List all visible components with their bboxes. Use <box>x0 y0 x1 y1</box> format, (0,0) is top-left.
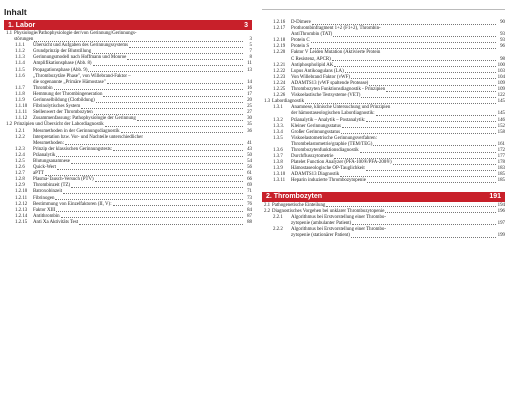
entry-page: 100 <box>497 62 505 68</box>
entry-title-text: Lupus Antikoagulans (LA) <box>291 68 344 74</box>
dot-leader <box>56 211 243 212</box>
dot-leader <box>369 85 496 86</box>
entry-title-text: Viskoelastometrische Gerinnungsverfahren: <box>291 135 377 141</box>
entry-title-text: Anti Xa Aktivitäts Test <box>33 219 79 225</box>
entry-number: 1.3.1 <box>273 105 283 111</box>
toc-column-left <box>4 20 252 226</box>
entry-title-text: Zusammenfassung: Pathophysiologie der Gerinnung <box>33 116 136 122</box>
toc-entry[interactable] <box>262 233 505 239</box>
entry-number: 1.3.4 <box>273 129 283 135</box>
entry-title-text: zytopenie (ambulanter Patient) <box>291 220 352 226</box>
chapter-heading[interactable] <box>262 192 505 202</box>
entry-title-text: ADAMTS13 Diagnostik <box>291 172 340 178</box>
entry-page: 185 <box>497 172 505 178</box>
entry-number: 1.3.8 <box>273 160 283 166</box>
chapter-heading[interactable] <box>4 20 252 30</box>
entry-title-text: Protein C <box>291 38 310 44</box>
entry-number: 1.3.7 <box>273 154 283 160</box>
entry-title-text: Grundprinzip der Blutstillung <box>33 49 92 55</box>
dot-leader <box>326 206 496 207</box>
entry-page: 96 <box>500 44 505 50</box>
dot-leader <box>63 193 243 194</box>
entry-number: 1.2.26 <box>273 93 286 99</box>
dot-leader <box>79 224 243 225</box>
entry-title-text: Viskoelastische Testsysteme (VET) <box>291 93 361 99</box>
entry-title-text: Gerinnungsmodell nach Hoffmann und Monroe <box>33 55 127 61</box>
dot-leader <box>376 115 496 116</box>
entry-number: 2.2.1 <box>273 214 283 220</box>
entry-title-text: störungen <box>14 37 34 43</box>
entry-page: 5 <box>249 43 252 49</box>
entry-number: 1.1.2 <box>15 49 25 55</box>
dot-leader <box>121 132 243 133</box>
entry-number: 2.2 <box>264 208 271 214</box>
entry-title-text: aPTT <box>33 171 44 177</box>
dot-leader <box>103 96 243 97</box>
dot-leader <box>81 108 243 109</box>
entry-page: 93 <box>500 38 505 44</box>
entry-title-text: Protein S <box>291 44 310 50</box>
entry-title-text: Thrombinzeit (TZ) <box>33 183 71 189</box>
entry-page: 11 <box>247 61 252 67</box>
entry-title-text: „Thrombozytäre Phase", von Willebrand-Faktor – <box>33 73 131 79</box>
entry-title-text: C Resistenz, APCR) <box>291 56 331 62</box>
entry-page: 8 <box>249 55 252 61</box>
entry-number: 1.2.17 <box>273 26 286 32</box>
entry-page: 61 <box>247 171 252 177</box>
entry-number: 1.2.18 <box>273 38 286 44</box>
entry-page: 145 <box>497 111 505 117</box>
entry-page: 7 <box>249 49 252 55</box>
entry-number: 1.1.1 <box>15 43 25 49</box>
entry-title-text: Plasma-Tausch-Versuch (PTV) <box>33 177 94 183</box>
entry-title-text: Algorithmus bei Erstvorstellung einer Thrombo- <box>291 226 386 232</box>
dot-leader <box>45 175 243 176</box>
entry-number: 1.1.6 <box>15 73 25 79</box>
entry-number: 1.2.25 <box>273 87 286 93</box>
entry-number: 1.3.9 <box>273 166 283 172</box>
entry-number: 1.1.11 <box>15 110 28 116</box>
entry-page: 84 <box>247 207 252 213</box>
entry-title-text: Diagnostisches Vorgehen bei unklarer Thrombozytopenie <box>272 208 385 214</box>
entry-title-text: Antiphospholipid AK <box>291 62 334 68</box>
entry-title-text: Präanalytik <box>33 152 56 158</box>
entry-number: 1.2 <box>6 122 13 128</box>
entry-page: 88 <box>247 219 252 225</box>
entry-title-text: Physiologie/Pathophysiologie der/von Gerinnung/Gerinnungs- <box>14 31 137 36</box>
entry-title-text: Thrombin <box>33 85 53 91</box>
dot-leader <box>71 187 243 188</box>
entry-page: 87 <box>247 213 252 219</box>
toc-column-right <box>262 20 505 239</box>
entry-page: 14 <box>247 79 252 85</box>
dot-leader <box>96 102 243 103</box>
dot-leader <box>332 60 496 61</box>
entry-title-text: ADAMTS13 (vWF spaltende Protease) <box>291 80 369 86</box>
entry-page: 146 <box>497 117 505 123</box>
entry-title-text: Thrombelastometrie/graphie (TEM/TEG) <box>291 141 373 147</box>
entry-page: 69 <box>247 183 252 189</box>
entry-page: 104 <box>497 74 505 80</box>
entry-number: 1.3.5 <box>273 135 283 141</box>
chapter-title: 1. Labor <box>8 21 36 29</box>
entry-title-text: Pathogenetische Einteilung <box>272 202 326 208</box>
dot-leader <box>393 164 496 165</box>
entry-title-text: Platelet Function Analyzer (PFA-100®/PFA-200®) <box>291 160 392 166</box>
entry-page: 71 <box>247 189 252 195</box>
entry-title-text: Quick-Wert <box>33 165 56 171</box>
dot-leader <box>305 103 496 104</box>
entry-page: 183 <box>497 166 505 172</box>
entry-page: 194 <box>497 202 505 208</box>
toc-entry[interactable] <box>262 178 505 184</box>
entry-page: 109 <box>497 80 505 86</box>
entry-page: 103 <box>497 68 505 74</box>
entry-number: 1.2.5 <box>15 158 25 164</box>
entry-title-text: die sogenannte „Primäre Hämostase" <box>33 79 106 85</box>
entry-title-text: Fibrinolytisches System <box>33 104 81 110</box>
entry-title-text: Faktor XIII <box>33 207 56 213</box>
entry-number: 1.1.5 <box>15 67 25 73</box>
entry-title-text: Prinzip der klassischen Gerinnungstests: <box>33 146 113 152</box>
entry-page: 178 <box>497 160 505 166</box>
entry-number: 1.3 <box>264 99 271 105</box>
entry-page: 30 <box>247 116 252 122</box>
chapter-page: 3 <box>244 21 248 29</box>
entry-number: 1.2.9 <box>15 183 25 189</box>
entry-number: 1.3.11 <box>273 178 286 184</box>
entry-title-text: Fibrinogen <box>33 195 55 201</box>
dot-leader <box>386 91 496 92</box>
dot-leader <box>340 176 496 177</box>
entry-page: 54 <box>247 158 252 164</box>
entry-number: 1.1.7 <box>15 85 25 91</box>
entry-title-text: Batroxobinzeit <box>33 189 63 195</box>
entry-number: 1.1.12 <box>15 116 28 122</box>
entry-number: 1.2.7 <box>15 171 25 177</box>
dot-leader <box>94 114 243 115</box>
entry-page: 158 <box>497 129 505 135</box>
entry-title-text: Faktor V Leiden Mutation (Aktivierte Protein <box>291 50 381 56</box>
entry-number: 1.2.13 <box>15 207 28 213</box>
entry-page: 177 <box>497 154 505 160</box>
entry-title-text: Labordiagnostik <box>272 99 305 105</box>
entry-number: 1.2.8 <box>15 177 25 183</box>
entry-title-text: Amplifikationsphase (Abb. 8) <box>33 61 92 67</box>
dot-leader <box>113 150 243 151</box>
dot-leader <box>65 144 243 145</box>
entry-page: 76 <box>247 201 252 207</box>
entry-number: 2.2.2 <box>273 226 283 232</box>
toc-entry[interactable] <box>4 220 252 226</box>
entry-page: 98 <box>500 56 505 62</box>
entry-number: 1.2.15 <box>15 219 28 225</box>
entry-page: 35 <box>247 122 252 128</box>
dot-leader <box>310 48 496 49</box>
entry-number: 2.1 <box>264 202 271 208</box>
entry-title-text: Großer Gerinnungsstatus <box>291 129 341 135</box>
dot-leader <box>57 169 243 170</box>
dot-leader <box>367 182 496 183</box>
entry-number: 1.2.1 <box>15 128 25 134</box>
entry-number: 1.2.3 <box>15 146 25 152</box>
entry-title-text: Heparin induzierte Thrombozytopenie <box>291 178 366 184</box>
entry-number: 1.2.21 <box>273 62 286 68</box>
chapter-spacer <box>262 185 505 192</box>
dot-leader <box>312 24 496 25</box>
entry-page: 172 <box>497 147 505 153</box>
dot-leader <box>127 59 243 60</box>
entry-page: 17 <box>247 91 252 97</box>
entry-number: 1.2.10 <box>15 189 28 195</box>
entry-number: 1.2.11 <box>15 195 28 201</box>
entry-number: 1.1.8 <box>15 91 25 97</box>
dot-leader <box>341 133 496 134</box>
dot-leader <box>113 205 243 206</box>
entry-page: 152 <box>497 123 505 129</box>
entry-title-text: Stellenwert der Thrombozyten <box>33 110 93 116</box>
dot-leader <box>361 97 496 98</box>
dot-leader <box>311 42 496 43</box>
dot-leader <box>61 217 243 218</box>
dot-leader <box>366 170 496 171</box>
entry-number: 1.3.3. <box>273 123 285 129</box>
dot-leader <box>351 78 496 79</box>
entry-page: 16 <box>247 85 252 91</box>
entry-number: 1.2.12 <box>15 201 28 207</box>
entry-page: 36 <box>247 128 252 134</box>
dot-leader <box>345 72 496 73</box>
entry-number: 1.1.9 <box>15 98 25 104</box>
entry-number: 1.3.2 <box>273 117 283 123</box>
entry-title-text: Messmethoden in der Gerinnungsdiagnostik <box>33 128 120 134</box>
entry-number: 1.2.14 <box>15 213 28 219</box>
entry-number: 1.2.6 <box>15 165 25 171</box>
entry-title-text: Bestimmung von Einzelfaktoren (II, V): <box>33 201 112 207</box>
entry-page: 3 <box>249 37 252 43</box>
entry-page: 93 <box>500 32 505 38</box>
dot-leader <box>129 47 243 48</box>
entry-number: 1.2.4 <box>15 152 25 158</box>
entry-title-text: Anamnese, klinische Untersuchung und Prinzipien <box>291 105 391 111</box>
entry-page: 197 <box>497 220 505 226</box>
dot-leader <box>342 127 496 128</box>
entry-number: 1.3.6 <box>273 147 283 153</box>
entry-title-text: Propagationsphase (Abb. 9) <box>33 67 88 73</box>
dot-leader <box>360 152 496 153</box>
entry-page: 161 <box>497 141 505 147</box>
entry-title-text: Prothrombinfragment 1+2 (F1+2), Thrombin- <box>291 26 381 32</box>
entry-number: 1.1 <box>6 31 13 36</box>
entry-page: 43 <box>247 146 252 152</box>
dot-leader <box>107 83 243 84</box>
entry-title-text: Antithrombin <box>33 213 60 219</box>
entry-title <box>33 220 244 226</box>
entry-title-text: Blutungsanamnese <box>33 158 70 164</box>
dot-leader <box>373 145 496 146</box>
entry-title-text: Interpretation bzw. Vor- und Nachteile unterschiedlicher <box>33 134 143 140</box>
dot-leader <box>105 126 243 127</box>
dot-leader <box>351 237 496 238</box>
dot-leader <box>137 120 243 121</box>
entry-title-text: Algorithmus bei Erstvorstellung einer Thrombo- <box>291 214 386 220</box>
entry-title-text: Messmethoden: <box>33 140 64 146</box>
entry-number: 1.2.16 <box>273 20 286 25</box>
dot-leader <box>385 212 496 213</box>
entry-title-text: Durchflusszytometrie <box>291 154 334 160</box>
entry-title-text: Kleiner Gerinnungsstatus <box>291 123 341 129</box>
chapter-title: 2. Thrombozyten <box>266 193 323 201</box>
entry-title <box>291 178 497 184</box>
entry-number: 1.2.2 <box>15 134 25 140</box>
entry-number: 1.2.23 <box>273 74 286 80</box>
entry-title-text: Hämostaseologische OP-Tauglichkeit <box>291 166 365 172</box>
entry-page: 25 <box>247 104 252 110</box>
entry-number: 1.2.20 <box>273 50 286 56</box>
entry-number: 1.1.3 <box>15 55 25 61</box>
entry-page: 199 <box>497 233 505 238</box>
entry-page: 13 <box>247 67 252 73</box>
entry-title-text: AntiThrombin (TAT) <box>291 32 333 38</box>
entry-page: 20 <box>247 98 252 104</box>
dot-leader <box>88 71 243 72</box>
entry-number: 1.2.19 <box>273 44 286 50</box>
entry-title-text: Thrombozytenfunktionsdiagnostik <box>291 147 359 153</box>
entry-title-text: Präanalytik – Analytik – Postanalytik: <box>291 117 366 123</box>
entry-page: 196 <box>497 208 505 214</box>
entry-number: 1.3.10 <box>273 172 286 178</box>
chapter-page: 191 <box>489 193 501 201</box>
entry-title-text: D-Dimere <box>291 20 311 25</box>
entry-number: 1.2.22 <box>273 68 286 74</box>
entry-page: 122 <box>497 93 505 99</box>
entry-page: 90 <box>500 20 505 25</box>
dot-leader <box>95 181 243 182</box>
entry-title-text: der hämostaseologischen Labordiagnostik: <box>291 111 375 117</box>
toc-heading: Inhalt <box>4 7 27 17</box>
dot-leader <box>366 121 496 122</box>
entry-title-text: Thrombozyten Funktionsdiagnostik - Prinzipien <box>291 87 386 93</box>
dot-leader <box>333 36 496 37</box>
entry-number: 1.1.4 <box>15 61 25 67</box>
entry-page: 56 <box>247 165 252 171</box>
dot-leader <box>93 65 243 66</box>
entry-title-text: Prinzipien und Übersicht der Labordiagnostik <box>14 122 104 128</box>
entry-page: 145 <box>497 99 505 105</box>
entry-title <box>291 233 497 239</box>
dot-leader <box>334 66 496 67</box>
entry-title-text: Übersicht und Aufgaben des Gerinnungssystems <box>33 43 129 49</box>
dot-leader <box>334 158 496 159</box>
entry-page: 41 <box>247 140 252 146</box>
dot-leader <box>92 53 243 54</box>
dot-leader <box>56 156 243 157</box>
entry-page: 185 <box>497 178 505 184</box>
dot-leader <box>54 89 243 90</box>
entry-number: 1.1.10 <box>15 104 28 110</box>
dot-leader <box>55 199 243 200</box>
dot-leader <box>352 224 496 225</box>
entry-title-text: zytopenie (stationärer Patient) <box>291 233 350 238</box>
entry-number: 1.2.24 <box>273 80 286 86</box>
entry-page: 73 <box>247 195 252 201</box>
entry-page: 66 <box>247 177 252 183</box>
entry-title-text: Gerinnselbildung (Clotbildung) <box>33 98 95 104</box>
entry-title-text: Hemmung der Thrombingeneration <box>33 91 103 97</box>
dot-leader <box>34 41 243 42</box>
entry-title-text: Von Willebrand Faktor (vWF) <box>291 74 350 80</box>
entry-page: 109 <box>497 87 505 93</box>
entry-page: 50 <box>247 152 252 158</box>
header-rule <box>262 9 505 10</box>
entry-page: 27 <box>247 110 252 116</box>
dot-leader <box>71 163 243 164</box>
